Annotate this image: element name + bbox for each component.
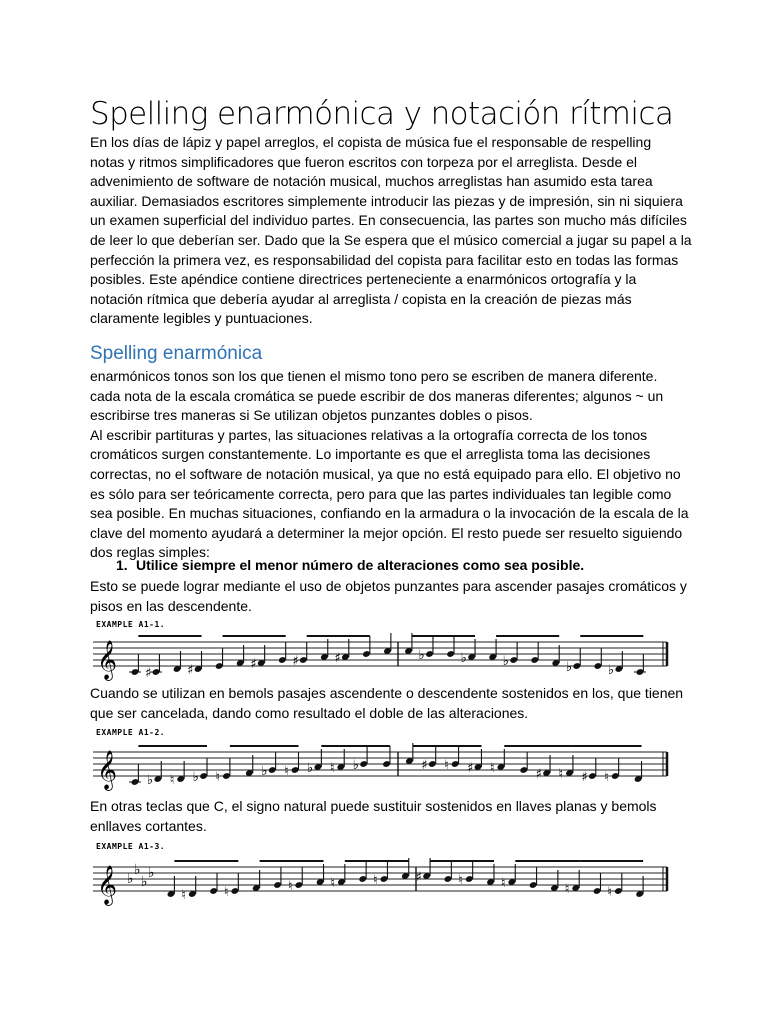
text-line: notación rítmica que debería ayudar al arreglista / copista en la creación de piezas más [90, 290, 632, 307]
flat-icon: ♭ [418, 648, 425, 663]
text-line: Esto se puede lograr mediante el uso de objetos punzantes para ascender pasajes cromáticos y [90, 578, 687, 594]
treble-clef-icon: 𝄞 [97, 640, 118, 680]
flat-icon: ♭ [192, 770, 199, 785]
text-line: notas y ritmos simplificadores que fueron escritos con torpeza por el arreglista. Desde el [90, 153, 638, 170]
music-staff-example-1 [93, 630, 673, 680]
sharp-icon: ♯ [292, 654, 299, 669]
text-line: En otras teclas que C, el signo natural puede sustituir sostenidos en llaves planas y bemols [90, 798, 657, 814]
sharp-icon: ♯ [250, 657, 257, 672]
natural-icon: ♮ [564, 882, 570, 897]
text-line: cromáticos surgen constantemente. Lo importante es que el arreglista toma las decisiones [90, 446, 651, 463]
natural-icon: ♮ [223, 885, 229, 900]
text-line: dos reglas simples: [90, 544, 210, 561]
text-line: escribirse tres maneras si Se utilizan objetos punzantes dobles o pisos. [90, 407, 533, 424]
section-heading: Spelling enarmónica [90, 343, 263, 364]
rule-list-item [116, 557, 584, 573]
music-staff-example-2 [93, 740, 673, 790]
natural-icon: ♮ [604, 770, 609, 785]
natural-icon: ♮ [181, 888, 186, 903]
flat-icon: ♭ [148, 865, 155, 881]
sharp-icon: ♯ [421, 758, 428, 773]
treble-clef-icon: 𝄞 [97, 750, 118, 790]
text-line: En los días de lápiz y papel arreglos, el copista de música fue el responsable de respelling [90, 134, 652, 150]
natural-icon: ♮ [500, 876, 506, 891]
natural-icon: ♮ [558, 767, 564, 782]
natural-icon: ♮ [444, 758, 449, 773]
text-line: advenimiento de software de notación musical, muchos arreglistas han asumido esta tarea [90, 173, 653, 190]
natural-icon: ♮ [329, 761, 335, 776]
sharp-icon: ♯ [535, 767, 542, 782]
text-line: enllaves cortantes. [90, 817, 207, 834]
text-line: claramente legibles y puntuaciones. [90, 310, 313, 327]
text-line: Al escribir partituras y partes, las situaciones relativas a la ortografía correcta de los tonos [90, 426, 648, 443]
rule-paragraph [90, 577, 690, 616]
text-line: Cuando se utilizan en bemols pasajes ascendente o descendente sostenidos en los, que tienen [90, 685, 684, 701]
flat-icon: ♭ [607, 663, 615, 678]
natural-icon: ♮ [169, 773, 175, 788]
natural-icon: ♮ [607, 885, 613, 900]
natural-icon: ♮ [458, 873, 463, 888]
flat-icon: ♭ [502, 654, 509, 669]
flat-icon: ♭ [460, 651, 467, 666]
flat-icon: ♭ [352, 758, 359, 773]
text-line: de leer lo que deberían ser. Dado que la Se espera que el músico comercial a jugar su papel a la [90, 231, 692, 248]
text-line: que ser cancelada, dando como resultado el doble de las alteraciones. [90, 704, 529, 721]
example1-paragraph [90, 684, 690, 723]
text-line: auxiliar. Demasiados escritores simplemente introducir las piezas y de impresión, sin ni siquiera [90, 192, 683, 209]
flat-icon: ♭ [141, 874, 148, 890]
example-label: EXAMPLE A1-2. [96, 728, 166, 737]
text-line: un examen superficial del individuo partes. En consecuencia, las partes son mucho más difíciles [90, 212, 687, 229]
rule-text: Utilice siempre el menor número de alteraciones como sea posible. [136, 557, 585, 573]
text-line: enarmónicos tonos son los que tienen el mismo tono pero se escriben de manera diferente. [90, 368, 658, 384]
flat-icon: ♭ [127, 871, 134, 887]
example2-paragraph [90, 797, 690, 836]
text-line: perfección la primera vez, es responsabilidad del copista para facilitar esto en todas las formas [90, 251, 679, 268]
natural-icon: ♮ [489, 761, 495, 776]
example-label: EXAMPLE A1-1. [96, 620, 166, 629]
sharp-icon: ♯ [415, 870, 422, 885]
sharp-icon: ♯ [145, 666, 152, 681]
natural-icon: ♮ [284, 764, 289, 779]
sharp-icon: ♯ [334, 651, 341, 666]
section-paragraph [90, 367, 690, 563]
text-line: pisos en las descendente. [90, 597, 252, 614]
text-line: posibles. Este apéndice contiene directrices perteneciente a enarmónicos ortografía y la [90, 271, 637, 288]
rule-number: 1. [116, 557, 128, 573]
sharp-icon: ♯ [467, 761, 474, 776]
example-label: EXAMPLE A1-3. [96, 842, 166, 851]
sharp-icon: ♯ [187, 663, 194, 678]
text-line: es sólo para ser teóricamente correcta, pero para que las partes individuales tan legible como [90, 485, 672, 502]
flat-icon: ♭ [565, 660, 572, 675]
text-line: sea posible. En muchas situaciones, confiando en la armadura o la invocación de la escala de la [90, 505, 689, 522]
text-line: correctas, no el software de notación musical, ya que no está equipado para ello. El objetivo no [90, 465, 681, 482]
flat-icon: ♭ [261, 764, 268, 779]
intro-paragraph [90, 133, 690, 329]
treble-clef-icon: 𝄞 [97, 865, 118, 905]
flat-icon: ♭ [306, 761, 314, 776]
natural-icon: ♮ [330, 876, 336, 891]
text-line: clave del momento ayudará a determiner la mejor opción. El resto puede ser resuelto siguiendo [90, 524, 683, 541]
music-staff-example-3 [93, 855, 673, 905]
flat-icon: ♭ [146, 773, 154, 788]
sharp-icon: ♯ [581, 770, 588, 785]
natural-icon: ♮ [215, 770, 221, 785]
document-title: Spelling enarmónica y notación rítmica [90, 96, 674, 132]
flat-icon: ♭ [134, 862, 141, 878]
natural-icon: ♮ [287, 879, 293, 894]
text-line: cada nota de la escala cromática se puede escribir de dos maneras diferentes; algunos ~ un [90, 387, 664, 404]
natural-icon: ♮ [373, 873, 378, 888]
